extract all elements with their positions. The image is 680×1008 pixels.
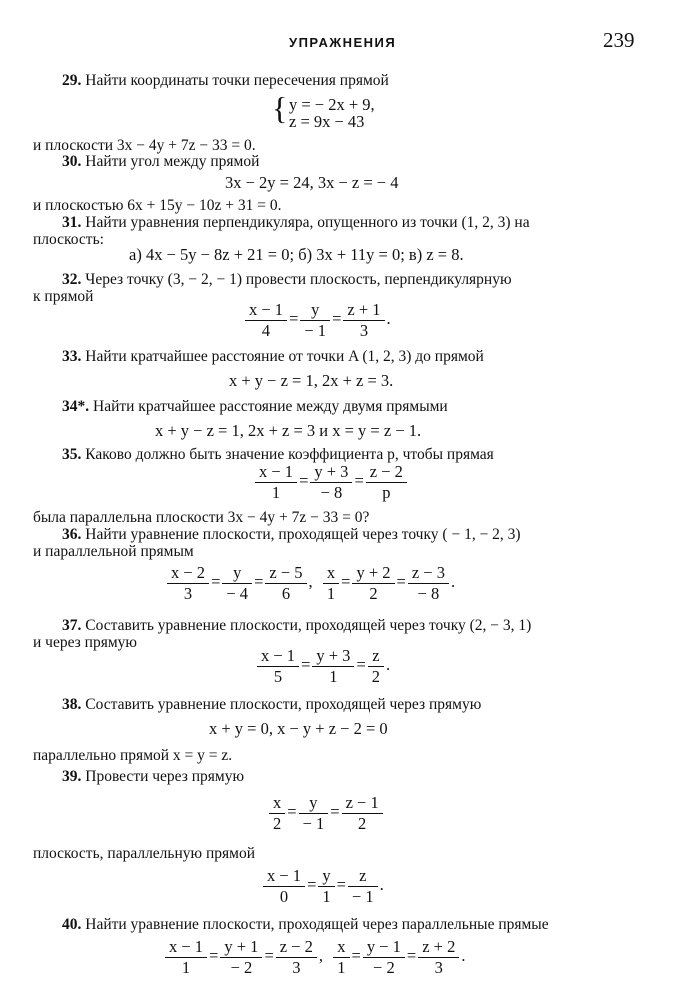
fraction [300,300,330,341]
problem-number: 34*. [62,398,90,415]
denominator: − 4 [226,583,249,603]
problem-text: Найти уравнение плоскости, проходящей через параллельные прямые [85,916,549,933]
numerator: z [368,646,384,667]
fraction [222,563,252,604]
denominator: 1 [326,583,336,603]
numerator: y [299,793,329,814]
problem-33 [62,348,484,366]
equation: x + y − z = 1, 2x + z = 3 и x = y = z − 1. [155,421,422,440]
period: . [386,309,391,329]
numerator: y + 3 [312,646,354,667]
equation: 3x − 2y = 24, 3x − z = − 4 [225,173,399,192]
problem-number: 30. [62,153,82,170]
fraction [245,300,287,341]
numerator: x − 1 [245,300,287,321]
fraction [263,866,305,907]
denominator: 2 [369,583,378,603]
fraction [408,563,449,604]
denominator: 3 [434,957,443,977]
denominator: 2 [358,813,367,833]
problem-text: Найти уравнение плоскости, проходящей через точку ( − 1, − 2, 3) [85,526,521,543]
denominator: − 2 [230,957,253,977]
problem-number: 39. [62,768,82,785]
numerator: x [269,793,285,814]
numerator: y − 1 [363,937,405,958]
denominator: 1 [337,957,346,977]
numerator: x − 1 [257,646,299,667]
problem-text: Найти кратчайшее расстояние от точки A (1, 2, 3) до прямой [85,348,484,365]
fraction [323,563,339,604]
problem-39 [62,768,244,786]
denominator: 0 [279,886,289,906]
problem-34 [62,398,448,416]
fraction [363,937,405,978]
fraction [312,646,354,687]
system-brace: { [272,90,288,126]
fraction-equation: $\frac{x - 1}{4}$ = $\frac{y}{- 1}$ = $\frac{z + 1}{3}$ . [243,300,391,341]
problem-31 [62,214,530,232]
equation: z = 9x − 43 [289,112,365,131]
text-line: плоскость, параллельную прямой [33,845,256,862]
denominator: 4 [261,320,271,340]
denominator: − 1 [302,813,325,833]
denominator: 1 [271,482,281,502]
problem-29 [62,72,389,90]
problem-number: 35. [62,446,82,463]
problem-number: 32. [62,271,82,288]
problem-40 [62,916,549,934]
fraction [255,462,297,503]
numerator: x − 2 [167,563,209,584]
denominator: 1 [329,666,338,686]
fraction [299,793,329,834]
fraction [276,937,317,978]
fraction [333,937,349,978]
numerator: x [323,563,339,584]
numerator: x [333,937,349,958]
fraction [257,646,299,687]
denominator: − 1 [304,320,327,340]
fraction-equation: $\frac{x - 1}{1}$ = $\frac{y + 1}{- 2}$ = $\frac{z - 2}{3}$ , $\frac{x}{1}$ = $\frac{y - 1}{- 2}$ = $\frac{z + 2}{3}$ . [163,937,465,978]
period: . [386,655,391,675]
fraction [366,462,407,503]
problem-text: Найти координаты точки пересечения прямой [85,72,389,89]
problem-number: 29. [62,72,82,89]
denominator: 6 [281,583,291,603]
equation: x + y − z = 1, 2x + z = 3. [229,371,394,390]
numerator: z + 1 [343,300,384,321]
denominator: 3 [359,320,369,340]
problem-number: 31. [62,214,82,231]
numerator: z [348,866,378,887]
fraction [318,866,334,907]
fraction [343,300,384,341]
numerator: x − 1 [263,866,305,887]
problem-text: Через точку (3, − 2, − 1) провести плоскость, перпендикулярную [85,271,512,288]
period: . [379,875,384,895]
fraction [368,646,384,687]
numerator: x − 1 [255,462,297,483]
text-line: к прямой [33,288,94,305]
numerator: y + 3 [310,462,352,483]
text-line: и плоскостью 6x + 15y − 10z + 31 = 0. [33,197,282,214]
problem-number: 40. [62,916,82,933]
denominator: − 8 [320,482,343,502]
numerator: y [300,300,330,321]
problem-text: Провести через прямую [85,768,245,785]
denominator: 1 [322,886,331,906]
fraction [167,563,209,604]
denominator: 5 [273,666,283,686]
text-line: была параллельна плоскости 3x − 4y + 7z − 33 = 0? [33,509,370,526]
denominator: p [382,482,391,502]
denominator: − 1 [351,886,374,906]
denominator: 3 [183,583,193,603]
text-line: и параллельной прямым [33,543,194,560]
denominator: 2 [273,813,282,833]
numerator: y + 2 [352,563,394,584]
running-header: УПРАЖНЕНИЯ [289,35,397,50]
denominator: 2 [371,666,380,686]
fraction-equation: $\frac{x - 1}{0}$ = $\frac{y}{1}$ = $\frac{z}{- 1}$ . [261,866,384,907]
problem-number: 33. [62,348,82,365]
fraction [310,462,352,503]
fraction [342,793,383,834]
problem-text: Найти угол между прямой [85,153,260,170]
numerator: x − 1 [165,937,207,958]
problem-text: Каково должно быть значение коэффициента p, чтобы прямая [85,446,494,463]
period: . [461,946,466,966]
numerator: z + 2 [418,937,459,958]
fraction-equation: $\frac{x}{2}$ = $\frac{y}{- 1}$ = $\frac{z - 1}{2}$ [267,793,385,834]
fraction-equation: $\frac{x - 2}{3}$ = $\frac{y}{- 4}$ = $\frac{z - 5}{6}$ , $\frac{x}{1}$ = $\frac{y + 2}{2}$ = $\frac{z - 3}{- 8}$ . [165,563,455,604]
numerator: y [222,563,252,584]
problem-38 [62,696,481,714]
numerator: y [318,866,334,887]
period: . [450,572,456,592]
problem-text: Найти уравнения перпендикуляра, опущенного из точки (1, 2, 3) на [85,214,530,231]
fraction-equation: $\frac{x - 1}{5}$ = $\frac{y + 3}{1}$ = $\frac{z}{2}$ . [255,646,390,687]
text-line: параллельно прямой x = y = z. [33,747,233,764]
page-number: 239 [603,28,635,52]
fraction [265,563,306,604]
problem-37 [62,617,531,635]
fraction [352,563,394,604]
problem-number: 37. [62,617,82,634]
text-line: и плоскости 3x − 4y + 7z − 33 = 0. [33,137,256,154]
numerator: z − 1 [342,793,383,814]
problem-30 [62,153,259,171]
text-line: плоскость: [33,231,104,248]
denominator: 3 [292,957,301,977]
text-line: и через прямую [33,634,137,651]
problem-32 [62,271,512,289]
problem-text: Составить уравнение плоскости, проходящей через прямую [85,696,482,713]
denominator: − 2 [373,957,395,977]
fraction-equation: $\frac{x - 1}{1}$ = $\frac{y + 3}{- 8}$ = $\frac{z - 2}{p}$ [253,462,409,503]
problem-number: 38. [62,696,82,713]
problem-36 [62,526,521,544]
fraction [165,937,207,978]
numerator: z − 2 [276,937,317,958]
problem-text: Составить уравнение плоскости, проходящей через точку (2, − 3, 1) [85,617,532,634]
numerator: z − 2 [366,462,407,483]
numerator: z − 5 [265,563,306,584]
numerator: z − 3 [408,563,449,584]
denominator: 1 [181,957,191,977]
problem-text: Найти кратчайшее расстояние между двумя прямыми [93,398,448,415]
denominator: − 8 [417,583,440,603]
problem-number: 36. [62,526,82,543]
fraction [269,793,285,834]
equation: x + y = 0, x − y + z − 2 = 0 [209,719,388,738]
fraction [220,937,262,978]
equation: y = − 2x + 9, [289,95,375,114]
numerator: y + 1 [220,937,262,958]
fraction [348,866,378,907]
fraction [418,937,459,978]
equation: а) 4x − 5y − 8z + 21 = 0; б) 3x + 11y = 0; в) z = 8. [129,245,464,264]
